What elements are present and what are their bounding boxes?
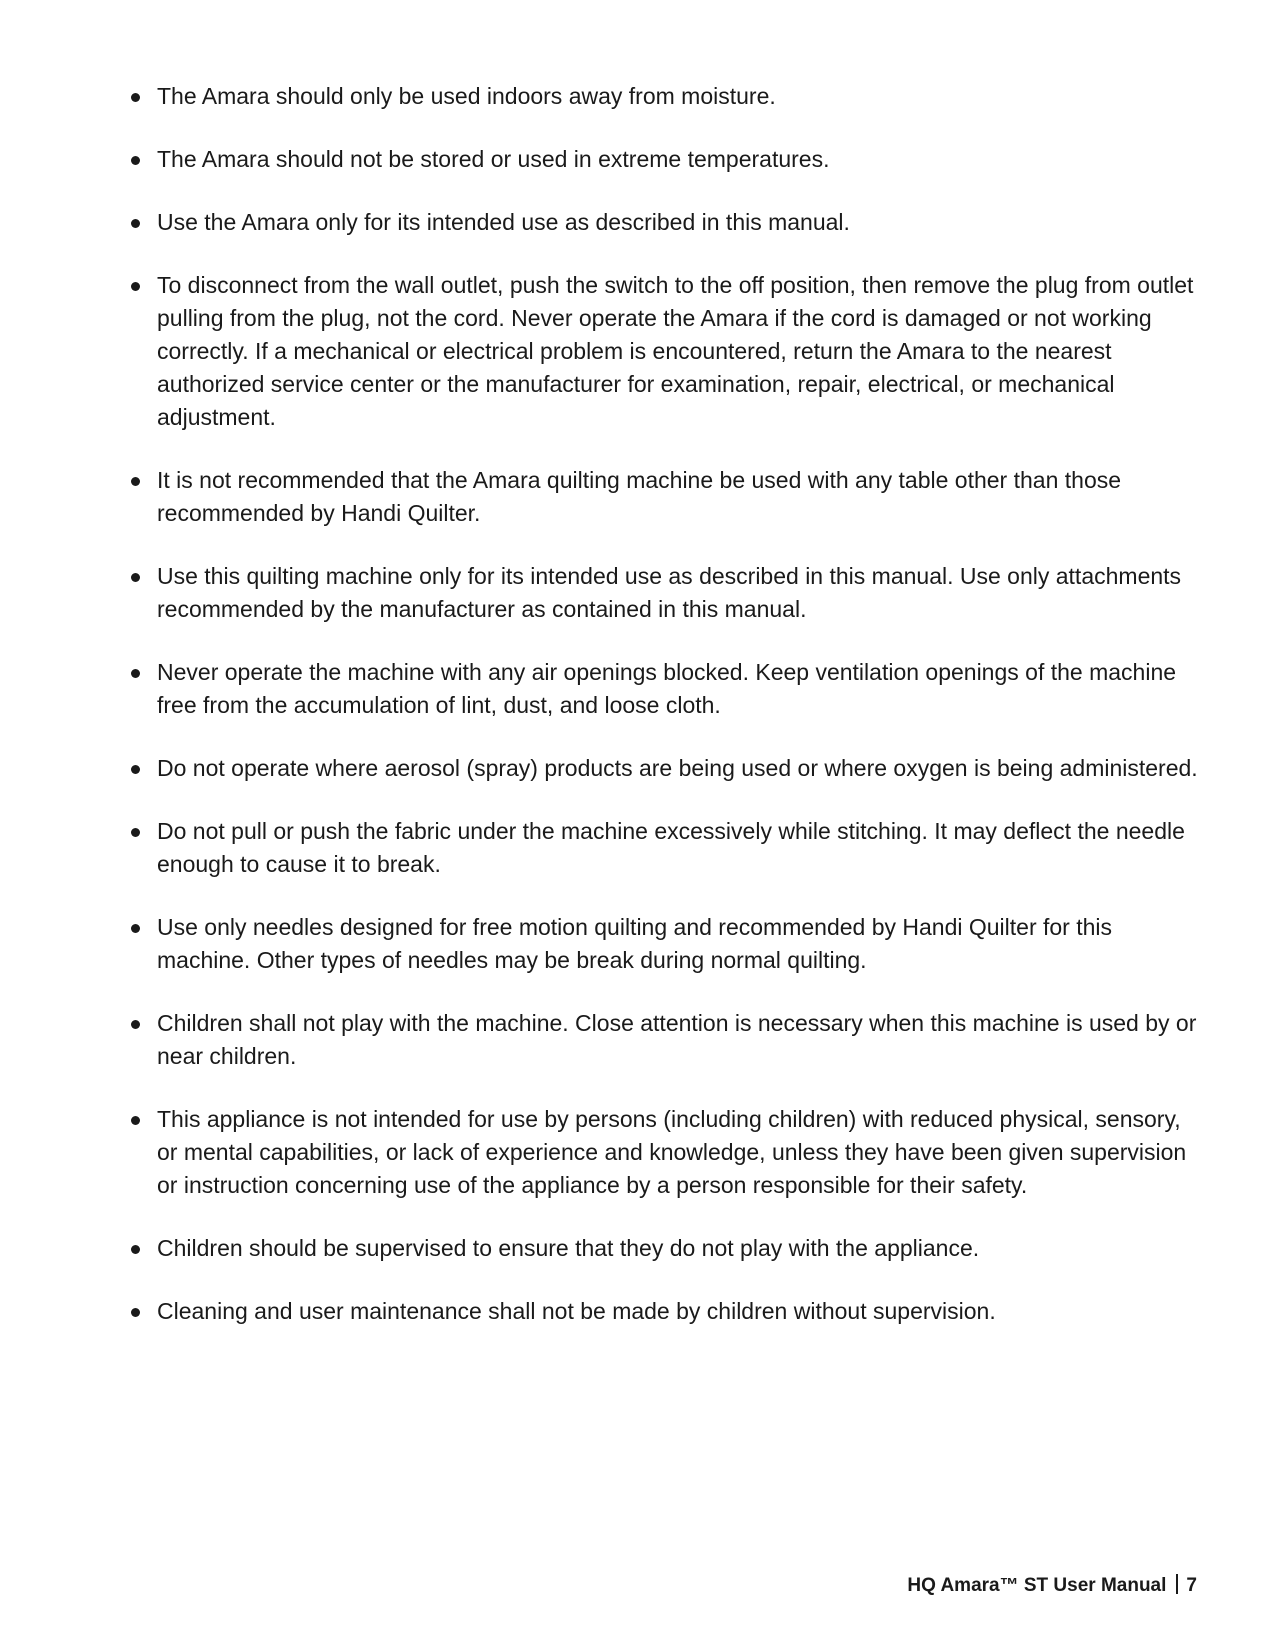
list-item — [128, 143, 1198, 176]
bullet-icon — [131, 669, 140, 678]
bullet-icon — [131, 282, 140, 291]
list-item — [128, 560, 1198, 626]
bullet-icon — [131, 1020, 140, 1029]
bullet-icon — [131, 765, 140, 774]
list-item — [128, 911, 1198, 977]
list-item — [128, 464, 1198, 530]
list-item — [128, 752, 1198, 785]
bullet-icon — [131, 93, 140, 102]
list-item-text: Never operate the machine with any air openings blocked. Keep ventilation openings of the machine free from the accumulation of lint, dust, and loose cloth. — [157, 659, 1177, 718]
footer-manual-title: HQ Amara™ ST User Manual — [907, 1575, 1167, 1596]
list-item — [128, 815, 1198, 881]
list-item — [128, 269, 1198, 434]
list-item-text: Use only needles designed for free motion quilting and recommended by Handi Quilter for this machine. Other types of needles may be break during normal quilting. — [157, 914, 1113, 973]
list-item-text: Do not pull or push the fabric under the machine excessively while stitching. It may deflect the needle enough to cause it to break. — [157, 818, 1185, 877]
list-item-text: Children should be supervised to ensure that they do not play with the appliance. — [157, 1235, 980, 1261]
list-item — [128, 80, 1198, 113]
bullet-icon — [131, 924, 140, 933]
bullet-icon — [131, 156, 140, 165]
list-item-text: This appliance is not intended for use by persons (including children) with reduced physical, sensory, or mental capabilities, or lack of experience and knowledge, unless they have been given supervision or instruction concerning use of the appliance by a person responsible for their safety. — [157, 1106, 1187, 1198]
page-number: 7 — [1186, 1575, 1197, 1596]
bullet-icon — [131, 573, 140, 582]
list-item — [128, 206, 1198, 239]
list-item-text: The Amara should not be stored or used in extreme temperatures. — [157, 146, 830, 172]
list-item-text: Cleaning and user maintenance shall not be made by children without supervision. — [157, 1298, 996, 1324]
list-item-text: To disconnect from the wall outlet, push the switch to the off position, then remove the plug from outlet pulling from the plug, not the cord. Never operate the Amara if the cord is damaged or not working correctly. If a mechanical or electrical problem is encountered, return the Amara to the nearest authorized service center or the manufacturer for examination, repair, electrical, or mechanical adjustment. — [157, 272, 1194, 430]
list-item-text: It is not recommended that the Amara quilting machine be used with any table other than those recommended by Handi Quilter. — [157, 467, 1122, 526]
list-item-text: Use the Amara only for its intended use as described in this manual. — [157, 209, 850, 235]
bullet-icon — [131, 1116, 140, 1125]
list-item-text: Do not operate where aerosol (spray) products are being used or where oxygen is being administered. — [157, 755, 1198, 781]
bullet-icon — [131, 1308, 140, 1317]
safety-instructions-list — [128, 80, 1198, 1358]
bullet-icon — [131, 477, 140, 486]
bullet-icon — [131, 219, 140, 228]
bullet-icon — [131, 1245, 140, 1254]
page-footer — [907, 1574, 1197, 1597]
list-item-text: Children shall not play with the machine. Close attention is necessary when this machine is used by or near children. — [157, 1010, 1197, 1069]
bullet-icon — [131, 828, 140, 837]
list-item — [128, 1103, 1198, 1202]
list-item-text: The Amara should only be used indoors away from moisture. — [157, 83, 776, 109]
list-item — [128, 656, 1198, 722]
list-item — [128, 1007, 1198, 1073]
footer-divider — [1176, 1574, 1178, 1594]
list-item — [128, 1232, 1198, 1265]
list-item-text: Use this quilting machine only for its intended use as described in this manual. Use only attachments recommended by the manufacturer as contained in this manual. — [157, 563, 1182, 622]
list-item — [128, 1295, 1198, 1328]
